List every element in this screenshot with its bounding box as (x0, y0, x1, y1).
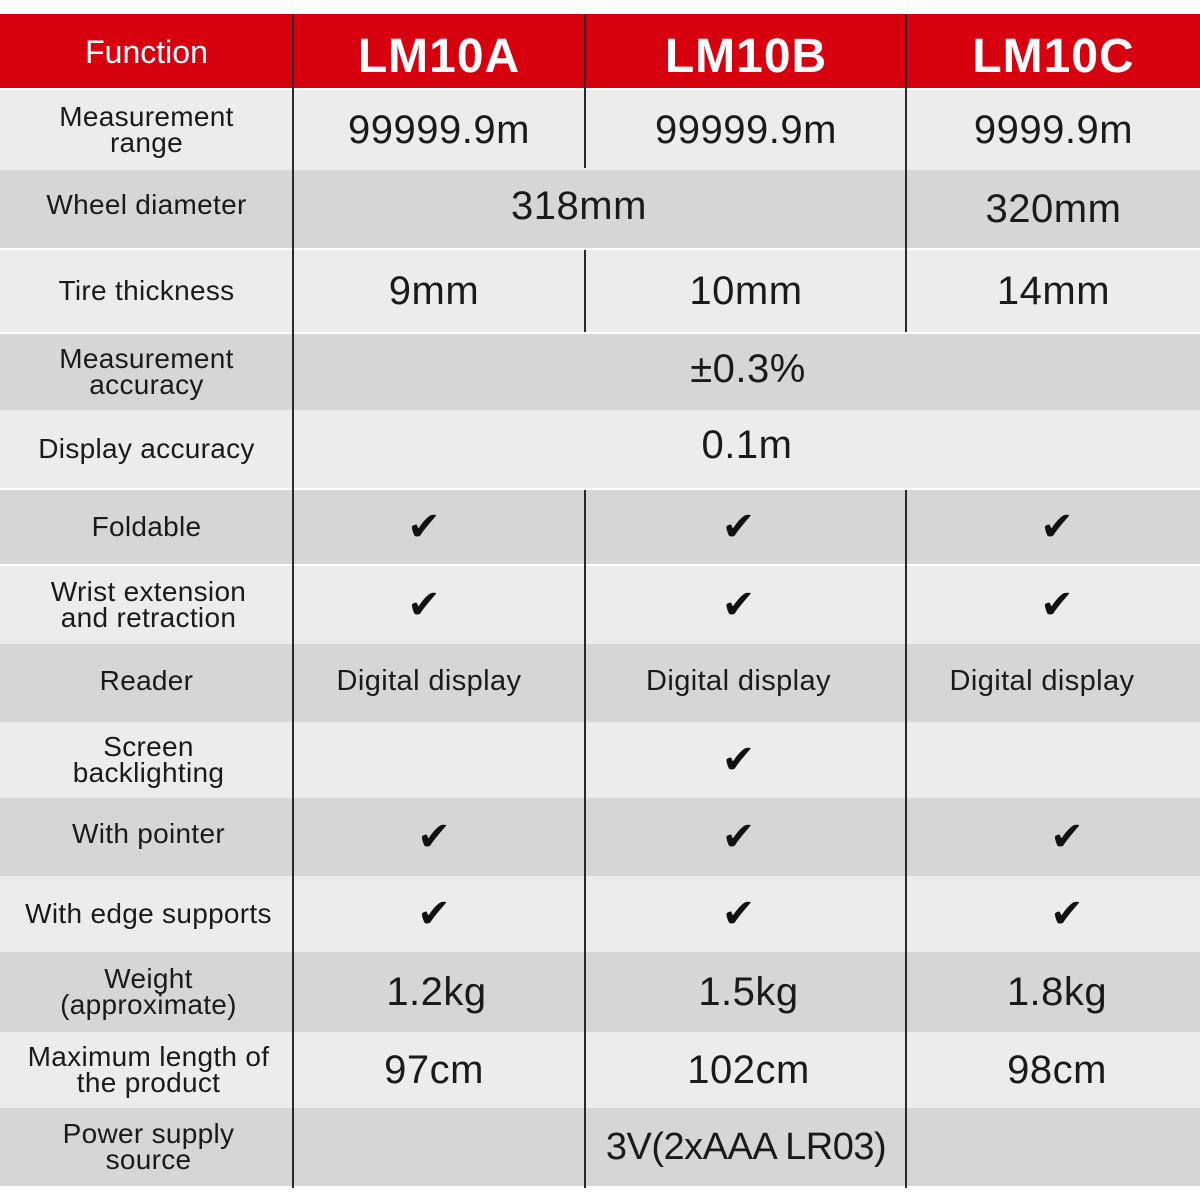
cell-lm10c: 14mm (996, 268, 1111, 313)
table-row-measurement-accuracy (0, 334, 1200, 410)
row-label (0, 334, 293, 410)
row-label-line: (approximate) (60, 989, 237, 1020)
row-label (0, 722, 297, 798)
check-icon: ✔ (1050, 815, 1084, 859)
row-label: Wheel diameter (46, 189, 247, 220)
cell-lm10b: 99999.9m (655, 107, 837, 152)
check-icon: ✔ (417, 815, 451, 859)
table-row-measurement-range (0, 90, 1200, 170)
table-row-wheel-diameter (0, 170, 1200, 248)
row-label (0, 90, 293, 170)
column-divider (292, 14, 294, 1188)
cell-lm10c: 1.8kg (1006, 969, 1108, 1014)
model-header-lm10c: LM10C (972, 29, 1135, 83)
table-row-screen-backlighting (0, 722, 1200, 798)
row-label-line: Maximum length of (27, 1041, 270, 1072)
table-row-power-supply (0, 1108, 1200, 1186)
check-icon: ✔ (407, 505, 441, 549)
row-label: With pointer (72, 818, 225, 849)
table-row-edge-supports (0, 876, 1200, 952)
check-icon: ✔ (721, 892, 756, 936)
cell-all-models: 3V(2xAAA LR03) (605, 1125, 887, 1168)
column-divider (584, 490, 586, 1188)
row-label-line: Measurement (59, 101, 234, 132)
column-divider (905, 490, 907, 1188)
table-header (0, 14, 1200, 88)
row-label-line: range (109, 127, 184, 158)
check-icon: ✔ (417, 892, 451, 936)
row-label-line: accuracy (89, 369, 204, 400)
row-label: Tire thickness (58, 275, 235, 306)
table-row-display-accuracy (0, 410, 1200, 488)
cell-lm10a: 97cm (384, 1047, 484, 1092)
row-label-line: Wrist extension (50, 576, 247, 607)
row-label (0, 1032, 297, 1108)
cell-all-models-merged: 0.1m (701, 422, 793, 467)
model-header-lm10b: LM10B (664, 29, 828, 83)
cell-lm10a: Digital display (336, 664, 522, 697)
row-label (0, 1108, 297, 1186)
row-label-line: and retraction (60, 602, 237, 633)
cell-lm10b: 10mm (689, 268, 803, 313)
row-label-line: source (105, 1144, 192, 1175)
table-row-weight (0, 952, 1200, 1032)
row-label (0, 952, 297, 1032)
table-row-foldable (0, 490, 1200, 564)
cell-lm10b: 102cm (687, 1047, 810, 1092)
column-divider (584, 14, 586, 168)
column-divider (584, 250, 586, 332)
table-row-reader (0, 644, 1200, 722)
row-label-line: Screen (103, 731, 194, 762)
column-divider (905, 14, 907, 332)
row-label: Reader (99, 665, 194, 696)
cell-lm10a-lm10b-merged: 318mm (511, 183, 647, 228)
cell-lm10a: 99999.9m (348, 107, 530, 152)
cell-all-models-merged: ±0.3% (690, 346, 806, 391)
cell-lm10b: Digital display (646, 664, 831, 697)
model-header-lm10a: LM10A (357, 29, 521, 83)
row-label-line: the product (76, 1067, 221, 1098)
row-label (0, 566, 297, 644)
row-label: Foldable (91, 511, 202, 542)
table-row-with-pointer (0, 798, 1200, 876)
table-row-wrist-extension (0, 566, 1200, 644)
check-icon: ✔ (407, 583, 441, 627)
row-label-line: backlighting (72, 757, 225, 788)
table-row-tire-thickness (0, 250, 1200, 332)
check-icon: ✔ (1040, 583, 1074, 627)
row-label-line: Weight (104, 963, 193, 994)
check-icon: ✔ (721, 505, 756, 549)
cell-lm10b: 1.5kg (698, 969, 799, 1014)
cell-lm10c: 98cm (1007, 1047, 1107, 1092)
check-icon: ✔ (1050, 892, 1084, 936)
row-label-line: Power supply (62, 1118, 235, 1149)
cell-lm10c: Digital display (949, 664, 1135, 697)
cell-lm10c: 320mm (985, 186, 1122, 231)
row-label: Display accuracy (38, 433, 255, 464)
cell-lm10c: 9999.9m (973, 107, 1134, 152)
cell-lm10a: 9mm (388, 268, 480, 313)
row-label-line: Measurement (59, 343, 234, 374)
check-icon: ✔ (721, 815, 756, 859)
row-label: With edge supports (25, 898, 272, 929)
check-icon: ✔ (721, 583, 756, 627)
table-row-max-length (0, 1032, 1200, 1108)
cell-lm10a: 1.2kg (386, 969, 487, 1014)
function-column-header: Function (85, 34, 208, 70)
check-icon: ✔ (721, 738, 756, 782)
check-icon: ✔ (1040, 505, 1074, 549)
